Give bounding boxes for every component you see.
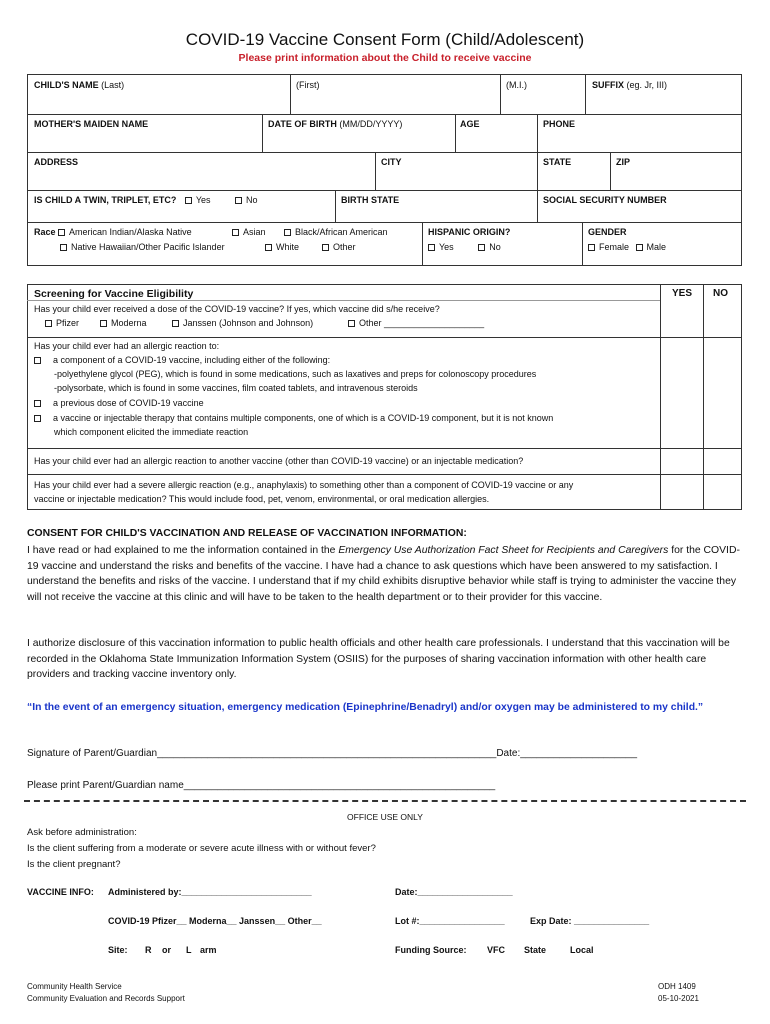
office-pregnant-question: Is the client pregnant?: [27, 859, 121, 870]
funding-source-label: Funding Source:: [395, 945, 467, 955]
middle-initial-label: (M.I.): [506, 80, 527, 90]
administered-by-field[interactable]: Administered by:__________________________: [108, 887, 312, 897]
race-label: Race: [34, 227, 56, 237]
race-checkbox[interactable]: [232, 229, 239, 236]
prior-vaccine-checkbox[interactable]: [100, 320, 107, 327]
funding-vfc-option[interactable]: VFC: [487, 945, 505, 955]
gender-female-label: Female: [599, 242, 630, 252]
footer-dept: Community Evaluation and Records Support: [27, 994, 185, 1003]
hispanic-no-label: No: [489, 242, 501, 252]
parent-name-line[interactable]: Please print Parent/Guardian name________________________________________________________: [27, 780, 496, 791]
race-checkbox[interactable]: [60, 244, 67, 251]
hispanic-no-checkbox[interactable]: [478, 244, 485, 251]
admin-date-field[interactable]: Date:___________________: [395, 887, 513, 897]
cut-line: [24, 800, 746, 802]
exp-date-field[interactable]: Exp Date: _______________: [530, 916, 650, 926]
race-checkbox[interactable]: [322, 244, 329, 251]
suffix-hint: (eg. Jr, III): [626, 80, 668, 90]
footer-right: [658, 981, 699, 1005]
allergy-item-3-cont: which component elicited the immediate reaction: [54, 427, 249, 437]
site-label: Site:: [108, 945, 128, 955]
twin-yes-checkbox[interactable]: [185, 197, 192, 204]
gender-female-checkbox[interactable]: [588, 244, 595, 251]
lot-number-field[interactable]: Lot #:_________________: [395, 916, 505, 926]
form-date: 05-10-2021: [658, 994, 699, 1003]
no-column-header: NO: [713, 288, 728, 299]
last-name-hint: (Last): [101, 80, 125, 90]
twin-no-label: No: [246, 195, 258, 205]
gender-male-label: Male: [646, 242, 667, 252]
twin-question: IS CHILD A TWIN, TRIPLET, ETC?: [34, 195, 177, 205]
footer-org: Community Health Service: [27, 982, 122, 991]
age-label: AGE: [460, 119, 480, 129]
childs-name-label: CHILD'S NAME: [34, 80, 99, 90]
vaccine-option-label: Moderna: [111, 318, 147, 328]
vaccine-option-label: Pfizer: [56, 318, 80, 328]
race-checkbox[interactable]: [265, 244, 272, 251]
screening-question-2: Has your child ever had an allergic reaction to:: [34, 341, 220, 351]
allergy-sub-1: -polyethylene glycol (PEG), which is found in some medications, such as laxatives and preps for colonoscopy procedures: [54, 369, 537, 379]
form-subtitle: Please print information about the Child to receive vaccine: [238, 52, 532, 64]
vaccine-option-label: Janssen (Johnson and Johnson): [183, 318, 314, 328]
funding-state-option[interactable]: State: [524, 945, 547, 955]
allergy-item-3: a vaccine or injectable therapy that contains multiple components, one of which is a COVID-19 component, but it is not known: [53, 413, 554, 423]
prior-vaccine-checkbox[interactable]: [172, 320, 179, 327]
office-use-heading: OFFICE USE ONLY: [347, 812, 423, 822]
funding-local-option[interactable]: Local: [570, 945, 594, 955]
site-right-option[interactable]: R: [145, 945, 152, 955]
state-label: STATE: [543, 157, 572, 167]
address-label: ADDRESS: [34, 157, 79, 167]
first-name-label: (First): [296, 80, 320, 90]
hispanic-label: HISPANIC ORIGIN?: [428, 227, 511, 237]
twin-no-checkbox[interactable]: [235, 197, 242, 204]
form-title: COVID-19 Vaccine Consent Form (Child/Adolescent): [185, 30, 585, 49]
allergy-component-checkbox[interactable]: [34, 357, 41, 364]
ssn-label: SOCIAL SECURITY NUMBER: [543, 195, 667, 205]
screening-question-4-cont: vaccine or injectable medication? This would include food, pet, venom, environmental, or oral medication allergies.: [34, 494, 490, 504]
allergy-item-2: a previous dose of COVID-19 vaccine: [53, 398, 204, 408]
office-illness-question: Is the client suffering from a moderate or severe acute illness with or without fever?: [27, 843, 376, 854]
consent-heading: CONSENT FOR CHILD'S VACCINATION AND RELEASE OF VACCINATION INFORMATION:: [27, 528, 467, 539]
site-or-label: or: [162, 945, 171, 955]
footer-left: [27, 981, 185, 1005]
race-option-label: American Indian/Alaska Native: [69, 227, 192, 237]
allergy-multi-component-checkbox[interactable]: [34, 415, 41, 422]
twin-yes-label: Yes: [195, 195, 211, 205]
site-arm-label: arm: [200, 945, 217, 955]
screening-title: Screening for Vaccine Eligibility: [34, 288, 194, 300]
office-ask: Ask before administration:: [27, 827, 137, 838]
zip-label: ZIP: [616, 157, 631, 167]
race-option-label: White: [276, 242, 300, 252]
vaccine-option-label: Other ____________________: [359, 318, 485, 328]
dob-hint: (MM/DD/YYYY): [339, 119, 403, 129]
prior-vaccine-checkbox[interactable]: [348, 320, 355, 327]
hispanic-yes-checkbox[interactable]: [428, 244, 435, 251]
screening-question-1: Has your child ever received a dose of the COVID-19 vaccine? If yes, which vaccine did s/he receive?: [34, 304, 440, 314]
dob-label: DATE OF BIRTH: [268, 119, 337, 129]
mothers-maiden-label: MOTHER'S MAIDEN NAME: [34, 119, 149, 129]
form-number: ODH 1409: [658, 982, 696, 991]
birth-state-label: BIRTH STATE: [341, 195, 400, 205]
race-checkbox[interactable]: [284, 229, 291, 236]
consent-paragraph-2: I authorize disclosure of this vaccination information to public health officials and other health care professionals. I understand that this vaccination will be recorded in the Oklahoma State Immunization Information System (OSIIS) for the purposes of sharing vaccination information with other health care providers and tracking vaccine inventory only.: [27, 638, 730, 680]
suffix-label: SUFFIX: [592, 80, 625, 90]
site-left-option[interactable]: L: [186, 945, 192, 955]
race-option-label: Black/African American: [295, 227, 388, 237]
gender-male-checkbox[interactable]: [636, 244, 643, 251]
phone-label: PHONE: [543, 119, 576, 129]
screening-question-4: Has your child ever had a severe allergic reaction (e.g., anaphylaxis) to something other than a component of COVID-19 vaccine or any: [34, 480, 574, 490]
demographics-grid: [27, 74, 742, 266]
screening-question-3: Has your child ever had an allergic reaction to another vaccine (other than COVID-19 vaccine) or an injectable medication?: [34, 456, 524, 466]
city-label: CITY: [381, 157, 402, 167]
hispanic-yes-label: Yes: [439, 242, 454, 252]
race-checkbox[interactable]: [58, 229, 65, 236]
yes-column-header: YES: [672, 288, 693, 299]
allergy-sub-2: -polysorbate, which is found in some vaccines, film coated tablets, and intravenous steroids: [54, 383, 418, 393]
allergy-prior-dose-checkbox[interactable]: [34, 400, 41, 407]
allergy-item-1: a component of a COVID-19 vaccine, including either of the following:: [53, 355, 331, 365]
gender-label: GENDER: [588, 227, 627, 237]
vaccine-info-label: VACCINE INFO:: [27, 887, 94, 897]
prior-vaccine-checkbox[interactable]: [45, 320, 52, 327]
race-option-label: Native Hawaiian/Other Pacific Islander: [71, 242, 225, 252]
race-option-label: Asian: [243, 227, 266, 237]
vaccine-type-line[interactable]: COVID-19 Pfizer__ Moderna__ Janssen__ Other__: [108, 916, 322, 926]
race-option-label: Other: [333, 242, 356, 252]
parent-signature-line[interactable]: Signature of Parent/Guardian_____________________________________________________________Date:_____________________: [27, 748, 638, 759]
consent-paragraph-1: I have read or had explained to me the information contained in the Emergency Use Authorization Fact Sheet for Recipients and Caregivers for the COVID-19 vaccine and understand the risks and benefits of the vaccine. I have had a chance to ask questions which have been answered to my satisfaction. I understand the benefits and risks of the vaccine. I understand that if my child exhibits disruptive behavior while staff is trying to administer the vaccine they will not receive the vaccine at this clinic and will have to be taken to the health department or to their provider for this vaccine.: [27, 545, 740, 603]
emergency-statement: “In the event of an emergency situation, emergency medication (Epinephrine/Benadryl) and/or oxygen may be administered to my child.”: [27, 702, 704, 713]
